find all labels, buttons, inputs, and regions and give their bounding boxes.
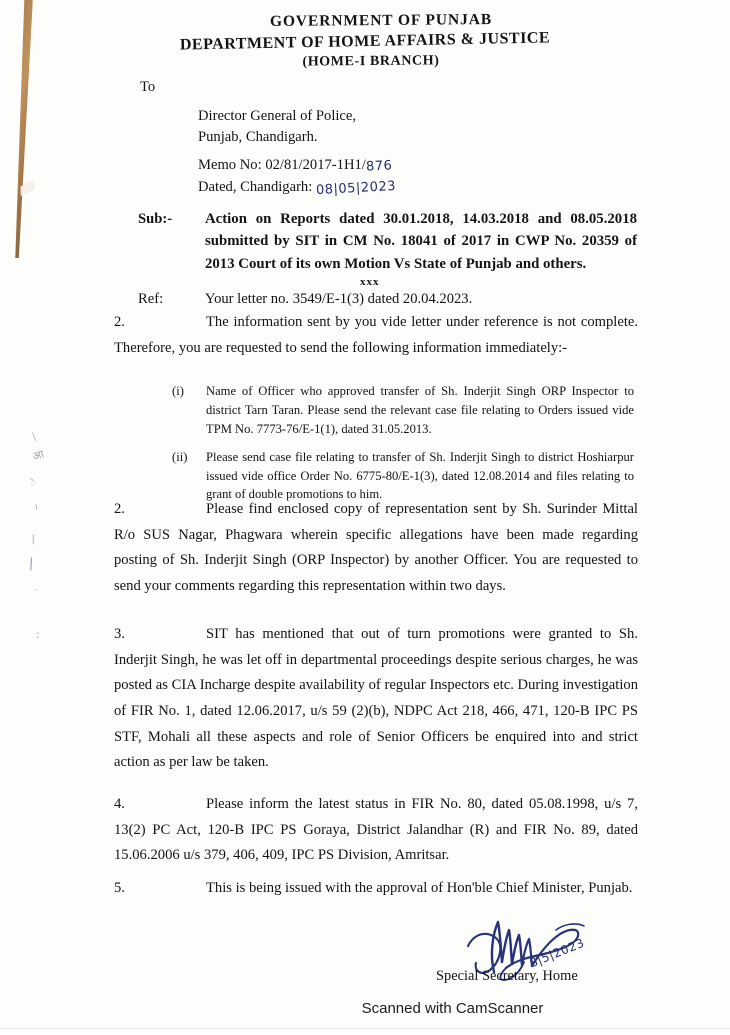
reference-text: Your letter no. 3549/E-1(3) dated 20.04.2023.: [205, 291, 473, 307]
paragraph-4-number: 4.: [114, 796, 125, 812]
addressee-line-1: Director General of Police,: [198, 108, 357, 124]
to-label: To: [140, 79, 156, 95]
subject-row: [138, 208, 638, 275]
paragraph-3-text: SIT has mentioned that out of turn promotions were granted to Sh. Inderjit Singh, he was let off in departmental proceedings despite serious charges, he was posted as CIA Incharge despite availability of regular Inspectors etc. During investigation of FIR No. 1, dated 12.06.2017, u/s 59 (2)(b), NDPC Act 218, 466, 471, 120-B IPC PS STF, Mohali all these aspects and role of Senior Officers be enquired into and strict action as per law be taken.: [114, 626, 638, 771]
paragraph-2a-number: 2.: [114, 314, 125, 330]
paragraph-2a-text: The information sent by you vide letter under reference is not complete. Therefore, you are requested to send the following information immediately:-: [114, 314, 638, 356]
memo-date-line: [198, 177, 396, 199]
list-item: [172, 448, 634, 505]
memo-date-handwritten: 08|05|2023: [315, 178, 397, 198]
sub-item-text-ii: Please send case file relating to transfer of Sh. Inderjit Singh to district Hoshiarpur issued vide office Order No. 6775-80/E-1(3), dated 12.08.2014 and files relating to grant of double promotions to him.: [206, 449, 634, 502]
sub-items-list: [172, 382, 634, 513]
subject-label: Sub:-: [138, 211, 173, 227]
sub-item-marker-ii: (ii): [172, 449, 188, 464]
paragraph-2b-number: 2.: [114, 501, 125, 517]
memo-number-line: [198, 155, 396, 177]
margin-mark-5: ⁄: [29, 533, 38, 547]
signature-date-handwritten: 8|5|2023: [527, 935, 587, 971]
section-separator: xxx: [360, 276, 380, 288]
memo-number-handwritten: 876: [365, 158, 393, 175]
reference-label: Ref:: [138, 291, 164, 307]
memo-block: [198, 155, 396, 199]
page-bottom-edge: [0, 1028, 730, 1035]
margin-mark-8: :: [36, 628, 42, 641]
paragraph-4: [114, 792, 638, 869]
paragraph-2b-text: Please find enclosed copy of representation sent by Sh. Surinder Mittal R/o SUS Nagar, Phagwara wherein specific allegations have been made regarding posting of Sh. Inderjit Singh (ORP Inspector) by another Officer. You are requested to send your comments regarding this representation within two days.: [114, 501, 638, 595]
paragraph-3-number: 3.: [114, 626, 125, 642]
list-item: [172, 382, 634, 439]
margin-mark-6: /: [26, 554, 36, 574]
sub-item-marker-i: (i): [172, 384, 184, 398]
paragraph-3: [114, 622, 638, 776]
letterhead-department-line: DEPARTMENT OF HOME AFFAIRS & JUSTICE: [179, 29, 551, 54]
letterhead-government-line: GOVERNMENT OF PUNJAB: [269, 11, 493, 30]
subject-text: Action on Reports dated 30.01.2018, 14.03.2018 and 08.05.2018 submitted by SIT in CM No. 18041 of 2017 in CWP No. 20359 of 2013 Court of its own Motion Vs State of Punjab and others.: [205, 211, 637, 272]
margin-mark-4: ।: [33, 502, 39, 514]
memo-date-label: Dated, Chandigarh:: [198, 178, 313, 195]
paragraph-5-number: 5.: [114, 880, 125, 896]
camscanner-watermark: Scanned with CamScanner: [361, 1000, 544, 1017]
memo-number-printed: 02/81/2017-1H1/: [265, 157, 366, 173]
letterhead-branch-line: (HOME-I BRANCH): [302, 53, 440, 70]
margin-mark-1: /: [28, 430, 40, 444]
paragraph-4-text: Please inform the latest status in FIR No. 80, dated 05.08.1998, u/s 7, 13(2) PC Act, 120-B IPC PS Goraya, District Jalandhar (R) and FIR No. 89, dated 15.06.2006 u/s 379, 406, 409, IPC PS Division, Amritsar.: [114, 796, 638, 864]
margin-annotations: [26, 418, 72, 641]
signature-designation: Special Secretary, Home: [436, 968, 578, 984]
margin-mark-7: .: [33, 583, 38, 594]
memo-number-label: Memo No:: [198, 157, 262, 173]
sub-item-text-i: Name of Officer who approved transfer of Sh. Inderjit Singh ORP Inspector to district Tarn Taran. Please send the relevant case file relating to Orders issued vide TPM No. 7773-76/E-1(1), dated 31.05.2013.: [206, 384, 634, 436]
signature-block: [432, 918, 692, 998]
paragraph-2b: [114, 497, 638, 600]
reference-row: [138, 288, 638, 312]
paragraph-2a: [114, 310, 638, 361]
margin-mark-3: े: [29, 478, 38, 490]
paragraph-5-text: This is being issued with the approval of Hon'ble Chief Minister, Punjab.: [206, 880, 633, 896]
margin-mark-2: आ: [30, 447, 46, 464]
addressee-block: [198, 106, 356, 148]
addressee-line-2: Punjab, Chandigarh.: [198, 129, 318, 146]
paragraph-5: [114, 876, 638, 902]
